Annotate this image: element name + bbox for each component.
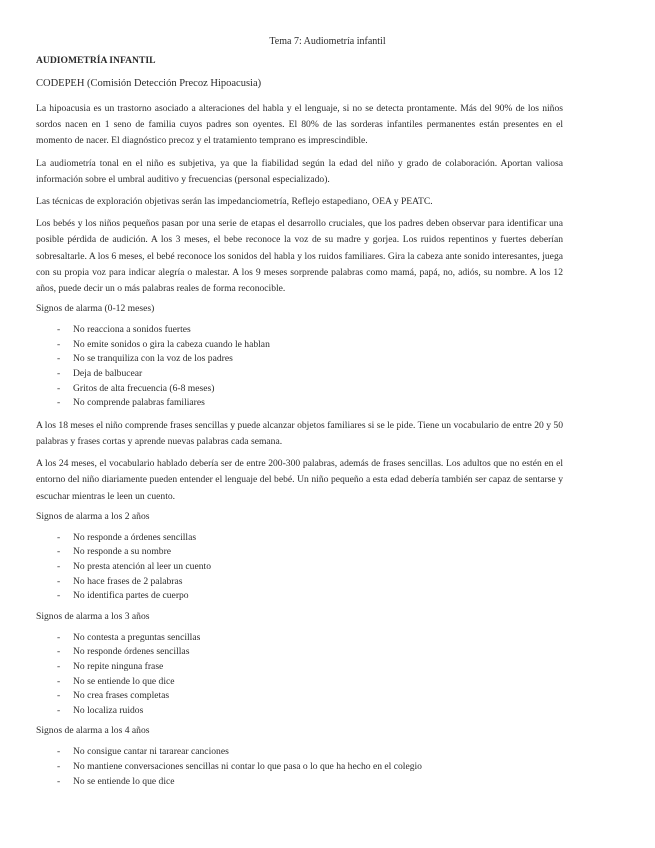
document-title: AUDIOMETRÍA INFANTIL xyxy=(36,55,156,66)
list-item: - Gritos de alta frecuencia (6-8 meses) xyxy=(36,382,563,397)
running-header: Tema 7: Audiometría infantil xyxy=(269,36,386,47)
list-item: - No se tranquiliza con la voz de los padres xyxy=(36,352,563,367)
list-item: - No identifica partes de cuerpo xyxy=(36,589,563,604)
list-item: - No se entiende lo que dice xyxy=(36,675,563,690)
list-item: - No consigue cantar ni tararear canciones xyxy=(36,745,563,760)
list-item: - No mantiene conversaciones sencillas ni contar lo que pasa o lo que ha hecho en el colegio xyxy=(36,760,563,775)
alarm-3-list xyxy=(36,631,563,719)
list-item: - No comprende palabras familiares xyxy=(36,396,563,411)
paragraph-audiometria-tonal: La audiometría tonal en el niño es subjetiva, ya que la fiabilidad según la edad del niño y grado de colaboración. Aportan valiosa información sobre el umbral auditivo y frecuencias (personal especializado). xyxy=(36,157,563,185)
alarm-0-12-heading: Signos de alarma (0-12 meses) xyxy=(36,303,155,315)
alarm-0-12-list xyxy=(36,323,563,411)
paragraph-18-meses: A los 18 meses el niño comprende frases sencillas y puede alcanzar objetos familiares si se le pide. Tiene un vocabulario de entre 20 y 50 palabras y frases cortas y aprende nuevas palabras cada semana. xyxy=(36,419,563,447)
list-item: - No reacciona a sonidos fuertes xyxy=(36,323,563,338)
paragraph-etapas-desarrollo: Los bebés y los niños pequeños pasan por una serie de etapas el desarrollo cruciales, que los padres deben observar para identificar una posible pérdida de audición. A los 3 meses, el bebe reconoce la voz de su madre y gorjea. Los ruidos repentinos y fuertes deberían sobresaltarle. A los 6 meses, el bebé reconoce los sonidos del habla y los ruidos familiares. Gira la cabeza ante sonido interesantes, juega con su propia voz para indicar alegría o malestar. A los 9 meses sorprende palabras como mamá, papá, no, adiós, su nombre. A los 12 años, puede decir un o más palabras reales de forma reconocible. xyxy=(36,218,563,295)
list-item: - No repite ninguna frase xyxy=(36,660,563,675)
document-subtitle: CODEPEH (Comisión Detección Precoz Hipoacusia) xyxy=(36,78,262,89)
list-item: - No responde órdenes sencillas xyxy=(36,645,563,660)
alarm-4-list xyxy=(36,745,563,789)
alarm-4-heading: Signos de alarma a los 4 años xyxy=(36,725,150,737)
list-item: - No contesta a preguntas sencillas xyxy=(36,631,563,646)
list-item: - Deja de balbucear xyxy=(36,367,563,382)
paragraph-hipoacusia: La hipoacusia es un trastorno asociado a alteraciones del habla y el lenguaje, si no se detecta prontamente. Más del 90% de los niños sordos nacen en 1 seno de familia cuyos padres son oyentes. El 80% de las sorderas infantiles permanentes están presentes en el momento de nacer. El diagnóstico precoz y el tratamiento temprano es imprescindible. xyxy=(36,103,563,147)
list-item: - No presta atención al leer un cuento xyxy=(36,560,563,575)
alarm-3-heading: Signos de alarma a los 3 años xyxy=(36,610,150,622)
alarm-2-heading: Signos de alarma a los 2 años xyxy=(36,510,150,522)
list-item: - No hace frases de 2 palabras xyxy=(36,575,563,590)
list-item: - No localiza ruidos xyxy=(36,704,563,719)
paragraph-24-meses: A los 24 meses, el vocabulario hablado debería ser de entre 200-300 palabras, además de frases sencillas. Los adultos que no estén en el entorno del niño diariamente pueden entender el lenguaje del bebé. Un niño pequeño a esta edad debería también ser capaz de sentarse y escuchar mientras le leen un cuento. xyxy=(36,458,563,502)
list-item: - No responde a órdenes sencillas xyxy=(36,531,563,546)
list-item: - No emite sonidos o gira la cabeza cuando le hablan xyxy=(36,338,563,353)
paragraph-tecnicas-objetivas: Las técnicas de exploración objetivas serán las impedanciometría, Reflejo estapediano, OEA y PEATC. xyxy=(36,196,433,208)
list-item: - No crea frases completas xyxy=(36,689,563,704)
list-item: - No se entiende lo que dice xyxy=(36,775,563,790)
list-item: - No responde a su nombre xyxy=(36,545,563,560)
alarm-2-list xyxy=(36,531,563,604)
